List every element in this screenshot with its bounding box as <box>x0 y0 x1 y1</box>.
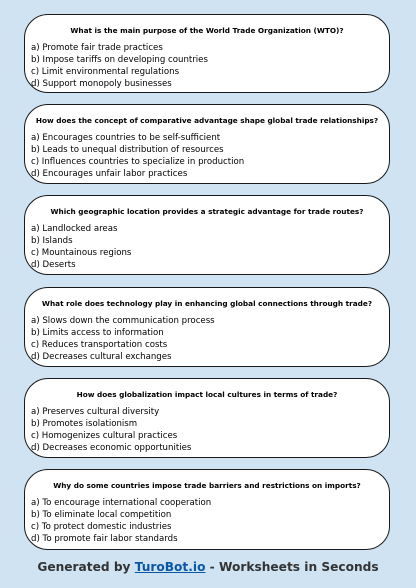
option-list <box>31 223 131 271</box>
question-card-5 <box>24 378 390 458</box>
question-card-3 <box>24 195 390 275</box>
option-b: b) To eliminate local competition <box>31 510 172 520</box>
question-text: How does globalization impact local cultures in terms of trade? <box>76 390 338 399</box>
option-d: d) Support monopoly businesses <box>31 79 172 89</box>
option-list <box>31 132 244 180</box>
question-text: What is the main purpose of the World Trade Organization (WTO)? <box>70 26 344 35</box>
option-b: b) Impose tariffs on developing countries <box>31 55 208 65</box>
question-card-2 <box>24 104 390 184</box>
option-d: d) Decreases cultural exchanges <box>31 352 172 362</box>
option-d: d) Encourages unfair labor practices <box>31 169 188 179</box>
option-list <box>31 497 211 545</box>
option-list <box>31 315 215 363</box>
option-b: b) Leads to unequal distribution of resources <box>31 145 224 155</box>
turobot-link[interactable]: TuroBot.io <box>134 560 206 574</box>
question-card-4 <box>24 287 390 367</box>
question-text: Why do some countries impose trade barriers and restrictions on imports? <box>53 481 361 490</box>
question-text: How does the concept of comparative advantage shape global trade relationships? <box>35 116 379 125</box>
option-c: c) To protect domestic industries <box>31 522 172 532</box>
question-card-1 <box>24 14 390 93</box>
option-c: c) Homogenizes cultural practices <box>31 431 178 441</box>
option-a: a) Encourages countries to be self-sufficient <box>31 133 221 143</box>
option-b: b) Limits access to information <box>31 328 164 338</box>
option-a: a) Promote fair trade practices <box>31 43 163 53</box>
option-c: c) Influences countries to specialize in production <box>31 157 245 167</box>
footer <box>0 560 416 574</box>
option-a: a) Landlocked areas <box>31 224 118 234</box>
question-text: Which geographic location provides a strategic advantage for trade routes? <box>50 207 364 216</box>
option-c: c) Limit environmental regulations <box>31 67 180 77</box>
footer-suffix: - Worksheets in Seconds <box>205 560 379 574</box>
option-d: d) Deserts <box>31 260 76 270</box>
question-card-6 <box>24 469 390 550</box>
option-b: b) Promotes isolationism <box>31 419 138 429</box>
option-c: c) Mountainous regions <box>31 248 132 258</box>
option-d: d) Decreases economic opportunities <box>31 443 192 453</box>
footer-prefix: Generated by <box>37 560 135 574</box>
question-text: What role does technology play in enhancing global connections through trade? <box>41 299 373 308</box>
option-c: c) Reduces transportation costs <box>31 340 168 350</box>
option-b: b) Islands <box>31 236 73 246</box>
option-a: a) To encourage international cooperation <box>31 498 212 508</box>
option-a: a) Preserves cultural diversity <box>31 407 160 417</box>
option-d: d) To promote fair labor standards <box>31 534 178 544</box>
option-list <box>31 42 208 90</box>
option-a: a) Slows down the communication process <box>31 316 215 326</box>
option-list <box>31 406 191 454</box>
